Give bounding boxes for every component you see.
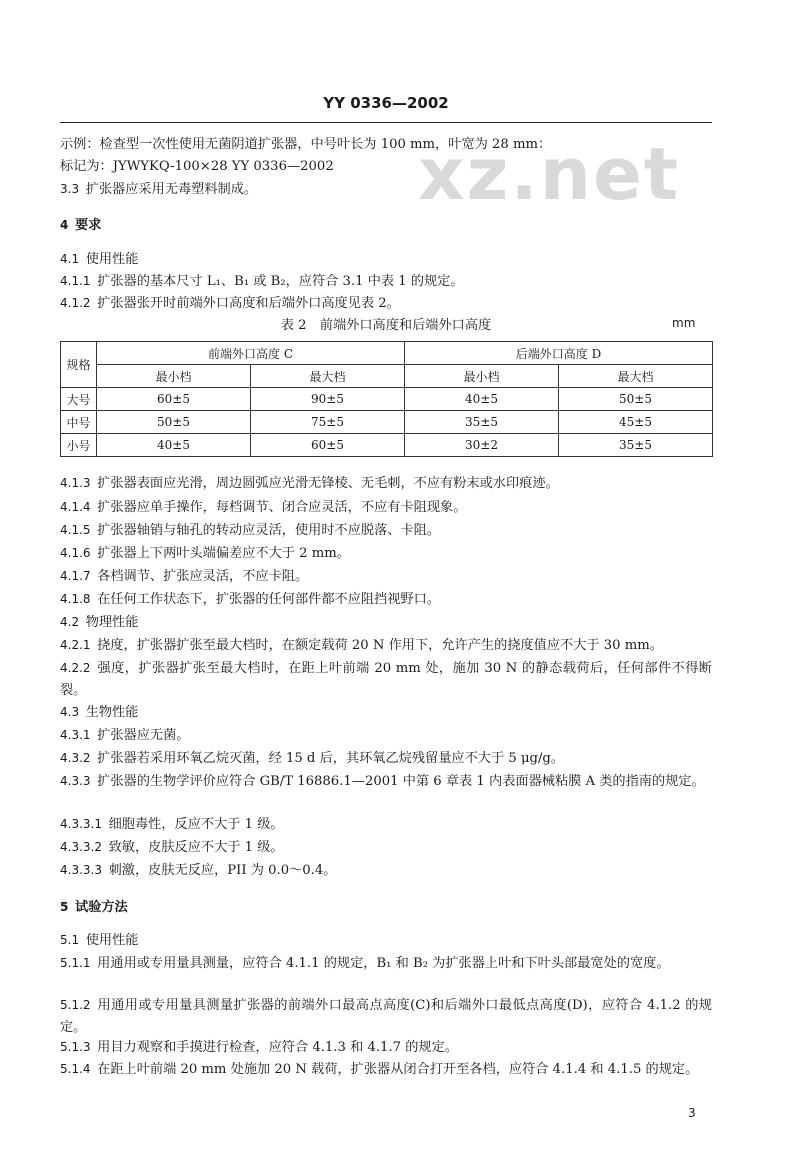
clause-text: 使用性能	[85, 933, 139, 948]
clause-number: 5.1.1	[60, 956, 91, 970]
header-back-height: 后端外口高度 D	[405, 342, 713, 365]
row-label: 小号	[61, 434, 97, 457]
clause-text: 刺激，皮肤无反应，PII 为 0.0～0.4。	[108, 863, 337, 878]
table-cell: 35±5	[405, 411, 559, 434]
clause-4-3	[60, 701, 712, 724]
clause-4-1-5	[60, 519, 712, 542]
header-max: 最大档	[251, 365, 405, 388]
clause-number: 4.1.8	[60, 592, 91, 606]
clause-number: 3.3	[60, 182, 80, 196]
clause-5-1-1	[60, 952, 712, 975]
clause-number: 5.1.4	[60, 1062, 91, 1076]
header-min: 最小档	[97, 365, 251, 388]
clause-number: 4.3.3.3	[60, 863, 102, 877]
table-row	[61, 411, 713, 434]
clause-text: 扩张器若采用环氧乙烷灭菌，经 15 d 后，其环氧乙烷残留量应不大于 5 μg/g。	[97, 751, 565, 766]
clause-4-1-6	[60, 542, 712, 565]
header-rule	[60, 122, 712, 123]
table-row	[61, 434, 713, 457]
clause-text: 扩张器的基本尺寸 L₁、B₁ 或 B₂，应符合 3.1 中表 1 的规定。	[97, 274, 464, 289]
clause-text: 用通用或专用量具测量，应符合 4.1.1 的规定，B₁ 和 B₂ 为扩张器上叶和下叶头部最宽处的宽度。	[97, 956, 670, 971]
clause-4-1-1	[60, 270, 712, 293]
clause-number: 4.1.5	[60, 523, 91, 537]
clause-text: 用目力观察和手摸进行检查，应符合 4.1.3 和 4.1.7 的规定。	[97, 1040, 458, 1055]
clause-text: 扩张器应采用无毒塑料制成。	[85, 182, 258, 197]
clause-4-1-4	[60, 496, 712, 519]
section-4-heading	[60, 214, 712, 237]
clause-number: 4.1.7	[60, 569, 91, 583]
marking-line: 标记为：JYWYKQ-100×28 YY 0336—2002	[60, 159, 334, 174]
clause-4-2-1	[60, 634, 712, 657]
header-max: 最大档	[559, 365, 713, 388]
clause-4-3-3-2	[60, 836, 712, 859]
clause-number: 4.3	[60, 705, 80, 719]
table-cell: 50±5	[559, 388, 713, 411]
clause-number: 4.1.6	[60, 546, 91, 560]
header-min: 最小档	[405, 365, 559, 388]
table-cell: 90±5	[251, 388, 405, 411]
clause-number: 5.1.2	[60, 998, 91, 1012]
clause-text: 扩张器张开时前端外口高度和后端外口高度见表 2。	[97, 296, 400, 311]
table-cell: 75±5	[251, 411, 405, 434]
table-caption: 表 2 前端外口高度和后端外口高度	[280, 318, 492, 333]
table-cell: 50±5	[97, 411, 251, 434]
clause-number: 4.3.3.2	[60, 840, 102, 854]
clause-text: 细胞毒性，反应不大于 1 级。	[108, 817, 284, 832]
table-cell: 60±5	[97, 388, 251, 411]
clause-5-1-3	[60, 1036, 712, 1059]
clause-4-3-3-3	[60, 859, 712, 882]
clause-4-2	[60, 611, 712, 634]
table-cell: 35±5	[559, 434, 713, 457]
clause-4-1-7	[60, 565, 712, 588]
header-front-height: 前端外口高度 C	[97, 342, 405, 365]
clause-4-3-3	[60, 770, 712, 793]
clause-number: 5.1.3	[60, 1040, 91, 1054]
table-unit: mm	[672, 316, 696, 330]
clause-text: 扩张器表面应光滑，周边圆弧应光滑无锋棱、无毛刺，不应有粉末或水印痕迹。	[97, 476, 559, 491]
clause-text: 各档调节、扩张应灵活，不应卡阻。	[97, 569, 309, 584]
clause-text: 致敏，皮肤反应不大于 1 级。	[108, 840, 284, 855]
section-title: 要求	[74, 218, 102, 233]
clause-4-1-8	[60, 588, 712, 611]
clause-number: 4.3.2	[60, 751, 91, 765]
clause-text: 物理性能	[85, 615, 139, 630]
clause-text: 扩张器应无菌。	[97, 728, 190, 743]
clause-text: 扩张器轴销与轴孔的转动应灵活，使用时不应脱落、卡阻。	[97, 523, 441, 538]
clause-text: 使用性能	[85, 252, 139, 267]
clause-text: 扩张器的生物学评价应符合 GB/T 16886.1—2001 中第 6 章表 1 内表面器械粘膜 A 类的指南的规定。	[97, 774, 705, 789]
clause-text: 挠度，扩张器扩张至最大档时，在额定载荷 20 N 作用下，允许产生的挠度值应不大于 30 mm。	[97, 638, 663, 653]
table-cell: 30±2	[405, 434, 559, 457]
table-cell: 60±5	[251, 434, 405, 457]
table-cell: 45±5	[559, 411, 713, 434]
clause-3-3	[60, 178, 712, 201]
page-number: 3	[688, 1106, 696, 1120]
clause-text: 用通用或专用量具测量扩张器的前端外口最高点高度(C)和后端外口最低点高度(D)，应符合 4.1.2 的规定。	[60, 998, 712, 1035]
clause-4-1-2	[60, 292, 712, 315]
section-5-heading	[60, 896, 712, 919]
clause-number: 4.3.3	[60, 774, 91, 788]
row-label: 中号	[61, 411, 97, 434]
clause-4-3-3-1	[60, 813, 712, 836]
section-title: 试验方法	[74, 900, 128, 915]
watermark: xz.net	[418, 132, 681, 216]
clause-number: 4.3.1	[60, 728, 91, 742]
clause-4-3-2	[60, 747, 712, 770]
clause-number: 4.3.3.1	[60, 817, 102, 831]
row-label: 大号	[61, 388, 97, 411]
clause-number: 4.1.4	[60, 500, 91, 514]
clause-text: 在任何工作状态下，扩张器的任何部件都不应阻挡视野口。	[97, 592, 441, 607]
clause-number: 4.2.2	[60, 661, 91, 675]
clause-number: 4.2	[60, 615, 80, 629]
table-cell: 40±5	[405, 388, 559, 411]
clause-4-2-2	[60, 657, 712, 702]
table-2	[60, 341, 713, 457]
clause-number: 4.1.2	[60, 296, 91, 310]
header-spec: 规格	[61, 342, 97, 388]
section-number: 5	[60, 900, 69, 914]
clause-number: 4.1.3	[60, 476, 91, 490]
document-header: YY 0336—2002	[323, 94, 449, 112]
clause-text: 生物性能	[85, 705, 139, 720]
table-cell: 40±5	[97, 434, 251, 457]
section-number: 4	[60, 218, 69, 232]
table-row	[61, 388, 713, 411]
clause-5-1-4	[60, 1058, 712, 1081]
clause-number: 4.1	[60, 252, 80, 266]
clause-text: 扩张器应单手操作，每档调节、闭合应灵活，不应有卡阻现象。	[97, 500, 467, 515]
clause-text: 扩张器上下两叶头端偏差应不大于 2 mm。	[97, 546, 350, 561]
clause-text: 在距上叶前端 20 mm 处施加 20 N 载荷，扩张器从闭合打开至各档，应符合 4.1.4 和 4.1.5 的规定。	[97, 1062, 699, 1077]
clause-4-1	[60, 248, 712, 271]
clause-5-1-2	[60, 994, 712, 1039]
example-line: 示例：检查型一次性使用无菌阴道扩张器，中号叶长为 100 mm，叶宽为 28 mm：	[60, 137, 552, 152]
clause-number: 4.2.1	[60, 638, 91, 652]
clause-number: 5.1	[60, 933, 80, 947]
clause-text: 强度，扩张器扩张至最大档时，在距上叶前端 20 mm 处，施加 30 N 的静态载荷后，任何部件不得断裂。	[60, 661, 712, 698]
clause-4-3-1	[60, 724, 712, 747]
clause-5-1	[60, 929, 712, 952]
clause-number: 4.1.1	[60, 274, 91, 288]
clause-4-1-3	[60, 472, 712, 495]
